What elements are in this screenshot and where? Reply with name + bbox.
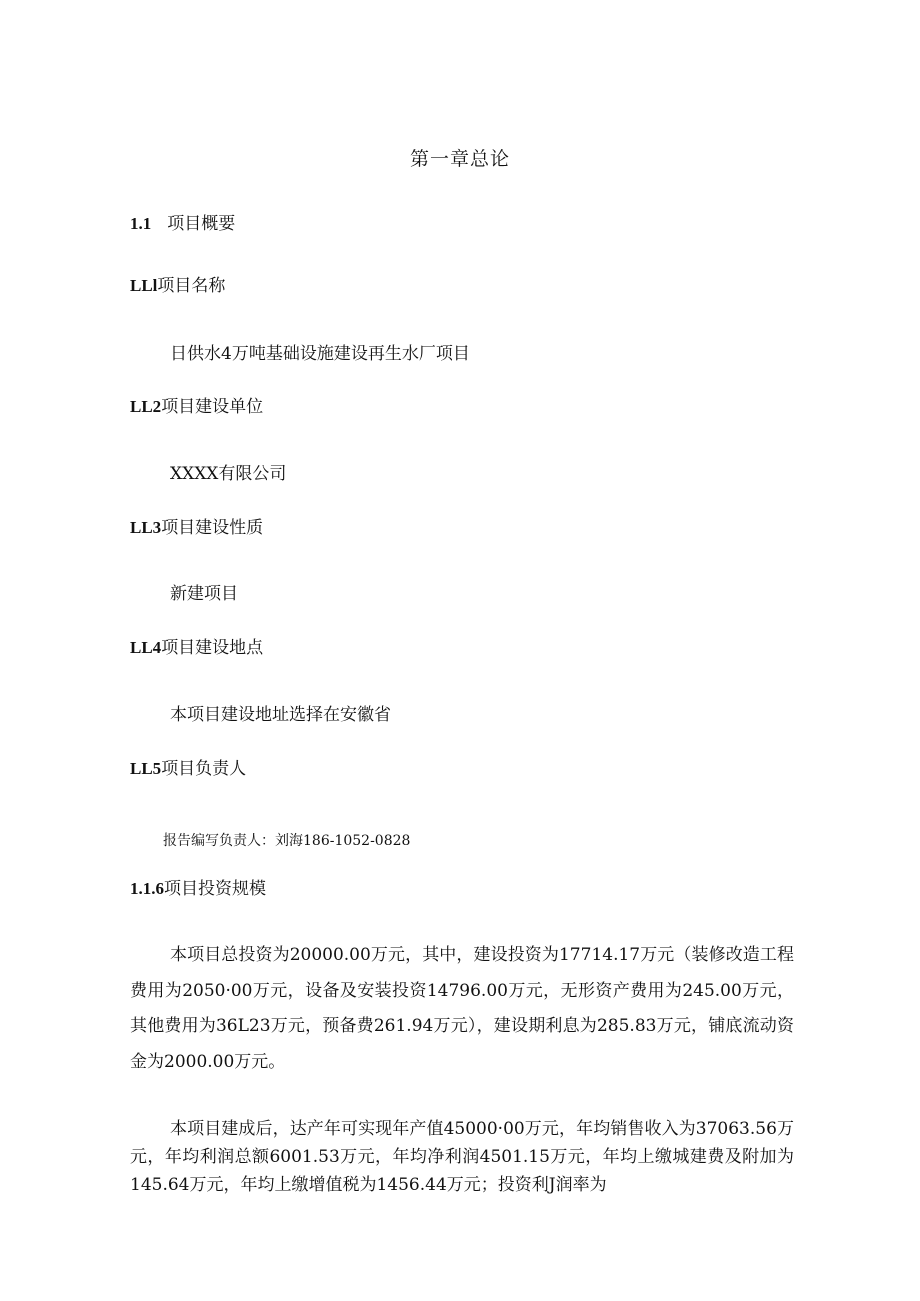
item-content-3: 新建项目 [170, 584, 238, 604]
item-title: 项目建设地点 [161, 638, 264, 658]
item-title: 项目建设单位 [161, 397, 264, 417]
chapter-title: 第一章总论 [409, 148, 510, 170]
item-heading-4 [130, 636, 263, 660]
item-content-4: 本项目建设地址选择在安徽省 [170, 705, 391, 725]
item-title: 项目建设性质 [161, 518, 264, 538]
item-number: LL4 [130, 638, 162, 657]
item-number: LL3 [130, 518, 162, 537]
item-content-1: 日供水4万吨基础设施建设再生水厂项目 [170, 344, 470, 364]
item-number: LL5 [130, 759, 162, 778]
item-content-5: 报告编写负责人：刘海186-1052-0828 [163, 833, 411, 849]
investment-paragraph: 本项目总投资为20000.00万元，其中，建设投资为17714.17万元（装修改造工程费用为2050·00万元，设备及安装投资14796.00万元，无形资产费用为245.00万元，其他费用为36L23万元，预备费261.94万元），建设期利息为285.83万元，铺底流动资金为2000.00万元。 [130, 945, 794, 1072]
item-content-2: XXXX有限公司 [170, 464, 287, 484]
item-heading-5 [130, 757, 246, 781]
item-number: 1.1.6 [130, 879, 164, 898]
item-number: LL2 [130, 397, 162, 416]
item-title: 项目投资规模 [164, 879, 266, 899]
section-number: 1.1 [130, 214, 152, 233]
item-heading-6 [130, 877, 266, 901]
item-heading-3 [130, 516, 263, 540]
item-heading-2 [130, 395, 263, 419]
item-title: 项目负责人 [161, 759, 247, 779]
item-number: LLl [130, 276, 158, 295]
revenue-paragraph: 本项目建成后，达产年可实现年产值45000·00万元，年均销售收入为37063.56万元，年均利润总额6001.53万元，年均净利润4501.15万元，年均上缴城建费及附加为145.64万元，年均上缴增值税为1456.44万元；投资利J润率为 [130, 1119, 794, 1195]
section-heading-1-1 [130, 212, 235, 236]
item-title: 项目名称 [157, 276, 226, 296]
section-title: 项目概要 [167, 214, 236, 234]
item-heading-1 [130, 274, 225, 298]
